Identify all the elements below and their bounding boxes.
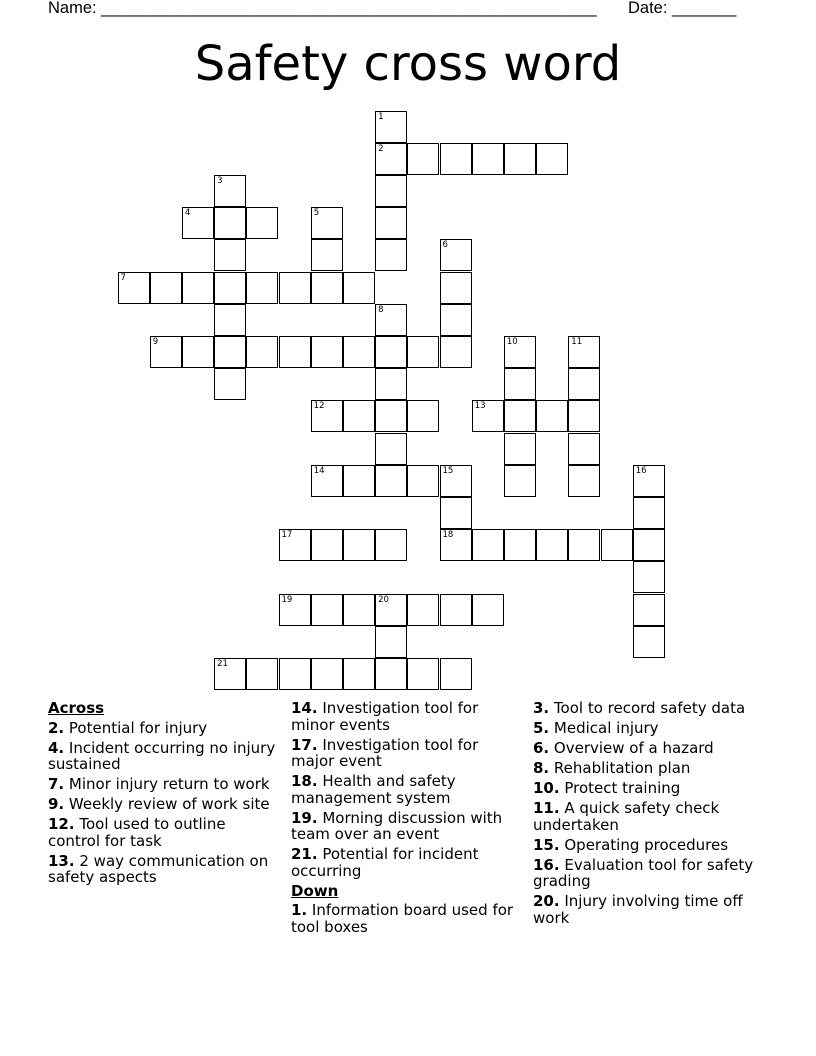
grid-cell[interactable] xyxy=(375,111,407,143)
grid-cell[interactable] xyxy=(568,433,600,465)
grid-cell[interactable] xyxy=(311,465,343,497)
clue-down: 3. Tool to record safety data xyxy=(533,699,746,717)
clue-across: 9. Weekly review of work site xyxy=(48,795,270,813)
grid-cell[interactable] xyxy=(375,336,407,368)
grid-cell[interactable] xyxy=(343,658,375,690)
grid-cell[interactable] xyxy=(182,207,214,239)
grid-cell[interactable] xyxy=(536,143,568,175)
grid-cell[interactable] xyxy=(633,529,665,561)
grid-cell[interactable] xyxy=(504,465,536,497)
grid-cell[interactable] xyxy=(375,207,407,239)
grid-cell[interactable] xyxy=(407,143,439,175)
grid-cell[interactable] xyxy=(375,304,407,336)
grid-cell[interactable] xyxy=(214,658,246,690)
clue-down: 8. Rehablitation plan xyxy=(533,759,691,777)
grid-cell[interactable] xyxy=(343,465,375,497)
clue-down: 10. Protect training xyxy=(533,779,681,797)
grid-cell[interactable] xyxy=(568,529,600,561)
cell-number: 11 xyxy=(571,336,583,347)
grid-cell[interactable] xyxy=(440,529,472,561)
cell-number: 16 xyxy=(635,465,647,476)
grid-cell[interactable] xyxy=(311,207,343,239)
grid-cell[interactable] xyxy=(214,207,246,239)
grid-cell[interactable] xyxy=(118,272,150,304)
grid-cell[interactable] xyxy=(440,658,472,690)
clue-across: 18. Health and safety management system xyxy=(291,772,456,807)
grid-cell[interactable] xyxy=(246,272,278,304)
grid-cell[interactable] xyxy=(246,658,278,690)
grid-cell[interactable] xyxy=(504,400,536,432)
grid-cell[interactable] xyxy=(214,272,246,304)
grid-cell[interactable] xyxy=(150,336,182,368)
clue-down: 16. Evaluation tool for safety grading xyxy=(533,855,754,890)
cell-number: 8 xyxy=(378,304,384,315)
grid-cell[interactable] xyxy=(311,529,343,561)
grid-cell[interactable] xyxy=(246,336,278,368)
grid-cell[interactable] xyxy=(343,594,375,626)
grid-cell[interactable] xyxy=(407,400,439,432)
grid-cell[interactable] xyxy=(343,529,375,561)
cell-number: 7 xyxy=(120,272,126,283)
grid-cell[interactable] xyxy=(568,400,600,432)
cell-number: 1 xyxy=(378,111,384,122)
grid-cell[interactable] xyxy=(343,400,375,432)
grid-cell[interactable] xyxy=(440,465,472,497)
clue-across: 19. Morning discussion with team over an event xyxy=(291,808,503,843)
cell-number: 19 xyxy=(281,594,293,605)
grid-cell[interactable] xyxy=(504,368,536,400)
clue-down: 6. Overview of a hazard xyxy=(533,739,714,757)
page-title: Safety cross word xyxy=(194,36,622,92)
grid-cell[interactable] xyxy=(182,272,214,304)
grid-cell[interactable] xyxy=(214,336,246,368)
clues-column-1 xyxy=(48,700,276,889)
grid-cell[interactable] xyxy=(472,143,504,175)
down-heading: Down xyxy=(291,881,339,900)
grid-cell[interactable] xyxy=(440,272,472,304)
grid-cell[interactable] xyxy=(311,336,343,368)
cell-number: 20 xyxy=(378,594,389,605)
grid-cell[interactable] xyxy=(343,336,375,368)
cell-number: 14 xyxy=(313,465,325,476)
grid-cell[interactable] xyxy=(375,175,407,207)
cell-number: 4 xyxy=(184,208,191,219)
grid-cell[interactable] xyxy=(536,529,568,561)
clue-across: 2. Potential for injury xyxy=(48,718,208,737)
grid-cell[interactable] xyxy=(601,529,633,561)
cell-number: 2 xyxy=(378,143,384,154)
clue-across: 12. Tool used to outline control for task xyxy=(48,815,226,850)
grid-cell[interactable] xyxy=(375,626,407,658)
grid-cell[interactable] xyxy=(214,304,246,336)
grid-cell[interactable] xyxy=(343,272,375,304)
cell-number: 10 xyxy=(506,336,518,347)
cell-number: 21 xyxy=(217,658,228,669)
clue-across: 7. Minor injury return to work xyxy=(48,775,270,793)
grid-cell[interactable] xyxy=(182,336,214,368)
grid-cell[interactable] xyxy=(440,304,472,336)
clue-down: 5. Medical injury xyxy=(533,719,659,737)
grid-cell[interactable] xyxy=(375,143,407,175)
cell-number: 3 xyxy=(217,175,223,186)
grid-cell[interactable] xyxy=(375,658,407,690)
grid-cell[interactable] xyxy=(568,368,600,400)
grid-cell[interactable] xyxy=(279,658,311,690)
grid-cell[interactable] xyxy=(472,400,504,432)
grid-cell[interactable] xyxy=(375,465,407,497)
grid-cell[interactable] xyxy=(214,368,246,400)
grid-cell[interactable] xyxy=(407,658,439,690)
clue-across: 17. Investigation tool for major event xyxy=(291,735,479,770)
grid-cell[interactable] xyxy=(633,497,665,529)
clue-down: 1. Information board used for tool boxes xyxy=(291,901,514,936)
clues-column-3 xyxy=(533,700,773,930)
date-field[interactable]: Date: _______ xyxy=(628,0,737,17)
grid-cell[interactable] xyxy=(440,336,472,368)
grid-cell[interactable] xyxy=(633,594,665,626)
grid-cell[interactable] xyxy=(246,207,278,239)
grid-cell[interactable] xyxy=(279,594,311,626)
across-heading: Across xyxy=(48,699,105,717)
cell-number: 5 xyxy=(313,208,320,219)
grid-cell[interactable] xyxy=(633,465,665,497)
grid-cell[interactable] xyxy=(311,272,343,304)
grid-cell[interactable] xyxy=(633,626,665,658)
grid-cell[interactable] xyxy=(375,594,407,626)
grid-cell[interactable] xyxy=(536,400,568,432)
cell-number: 6 xyxy=(442,240,448,251)
name-field[interactable]: Name: ______________________________________________________ xyxy=(48,0,597,17)
grid-cell[interactable] xyxy=(279,529,311,561)
grid-cell[interactable] xyxy=(407,465,439,497)
cell-number: 15 xyxy=(442,465,454,476)
grid-cell[interactable] xyxy=(375,239,407,271)
grid-cell[interactable] xyxy=(311,239,343,271)
clue-across: 4. Incident occurring no injury sustained xyxy=(48,738,276,773)
grid-cell[interactable] xyxy=(440,497,472,529)
grid-cell[interactable] xyxy=(568,465,600,497)
clue-down: 11. A quick safety check undertaken xyxy=(533,799,720,834)
grid-cell[interactable] xyxy=(504,529,536,561)
cell-number: 13 xyxy=(474,401,486,412)
grid-cell[interactable] xyxy=(311,658,343,690)
grid-cell[interactable] xyxy=(504,143,536,175)
clue-across: 14. Investigation tool for minor events xyxy=(291,699,479,734)
grid-cell[interactable] xyxy=(633,561,665,593)
grid-cell[interactable] xyxy=(375,529,407,561)
grid-cell[interactable] xyxy=(150,272,182,304)
cell-number: 18 xyxy=(442,530,454,541)
grid-cell[interactable] xyxy=(504,336,536,368)
grid-cell[interactable] xyxy=(311,400,343,432)
grid-cell[interactable] xyxy=(375,400,407,432)
clue-down: 15. Operating procedures xyxy=(533,835,729,854)
grid-cell[interactable] xyxy=(375,368,407,400)
clue-down: 20. Injury involving time off work xyxy=(533,892,743,927)
grid-cell[interactable] xyxy=(568,336,600,368)
grid-cell[interactable] xyxy=(279,336,311,368)
grid-cell[interactable] xyxy=(504,433,536,465)
grid-cell[interactable] xyxy=(375,433,407,465)
cell-number: 9 xyxy=(152,336,159,347)
grid-cell[interactable] xyxy=(279,272,311,304)
grid-cell[interactable] xyxy=(440,143,472,175)
grid-cell[interactable] xyxy=(407,594,439,626)
grid-cell[interactable] xyxy=(214,175,246,207)
clue-across: 21. Potential for incident occurring xyxy=(291,845,479,880)
grid-cell[interactable] xyxy=(440,594,472,626)
cell-number: 12 xyxy=(313,401,325,412)
grid-cell[interactable] xyxy=(472,594,504,626)
grid-cell[interactable] xyxy=(311,594,343,626)
grid-cell[interactable] xyxy=(407,336,439,368)
cell-number: 17 xyxy=(281,530,293,541)
clues-column-2 xyxy=(291,700,519,939)
grid-cell[interactable] xyxy=(440,239,472,271)
grid-cell[interactable] xyxy=(472,529,504,561)
clue-across: 13. 2 way communication on safety aspects xyxy=(48,851,269,886)
grid-cell[interactable] xyxy=(214,239,246,271)
